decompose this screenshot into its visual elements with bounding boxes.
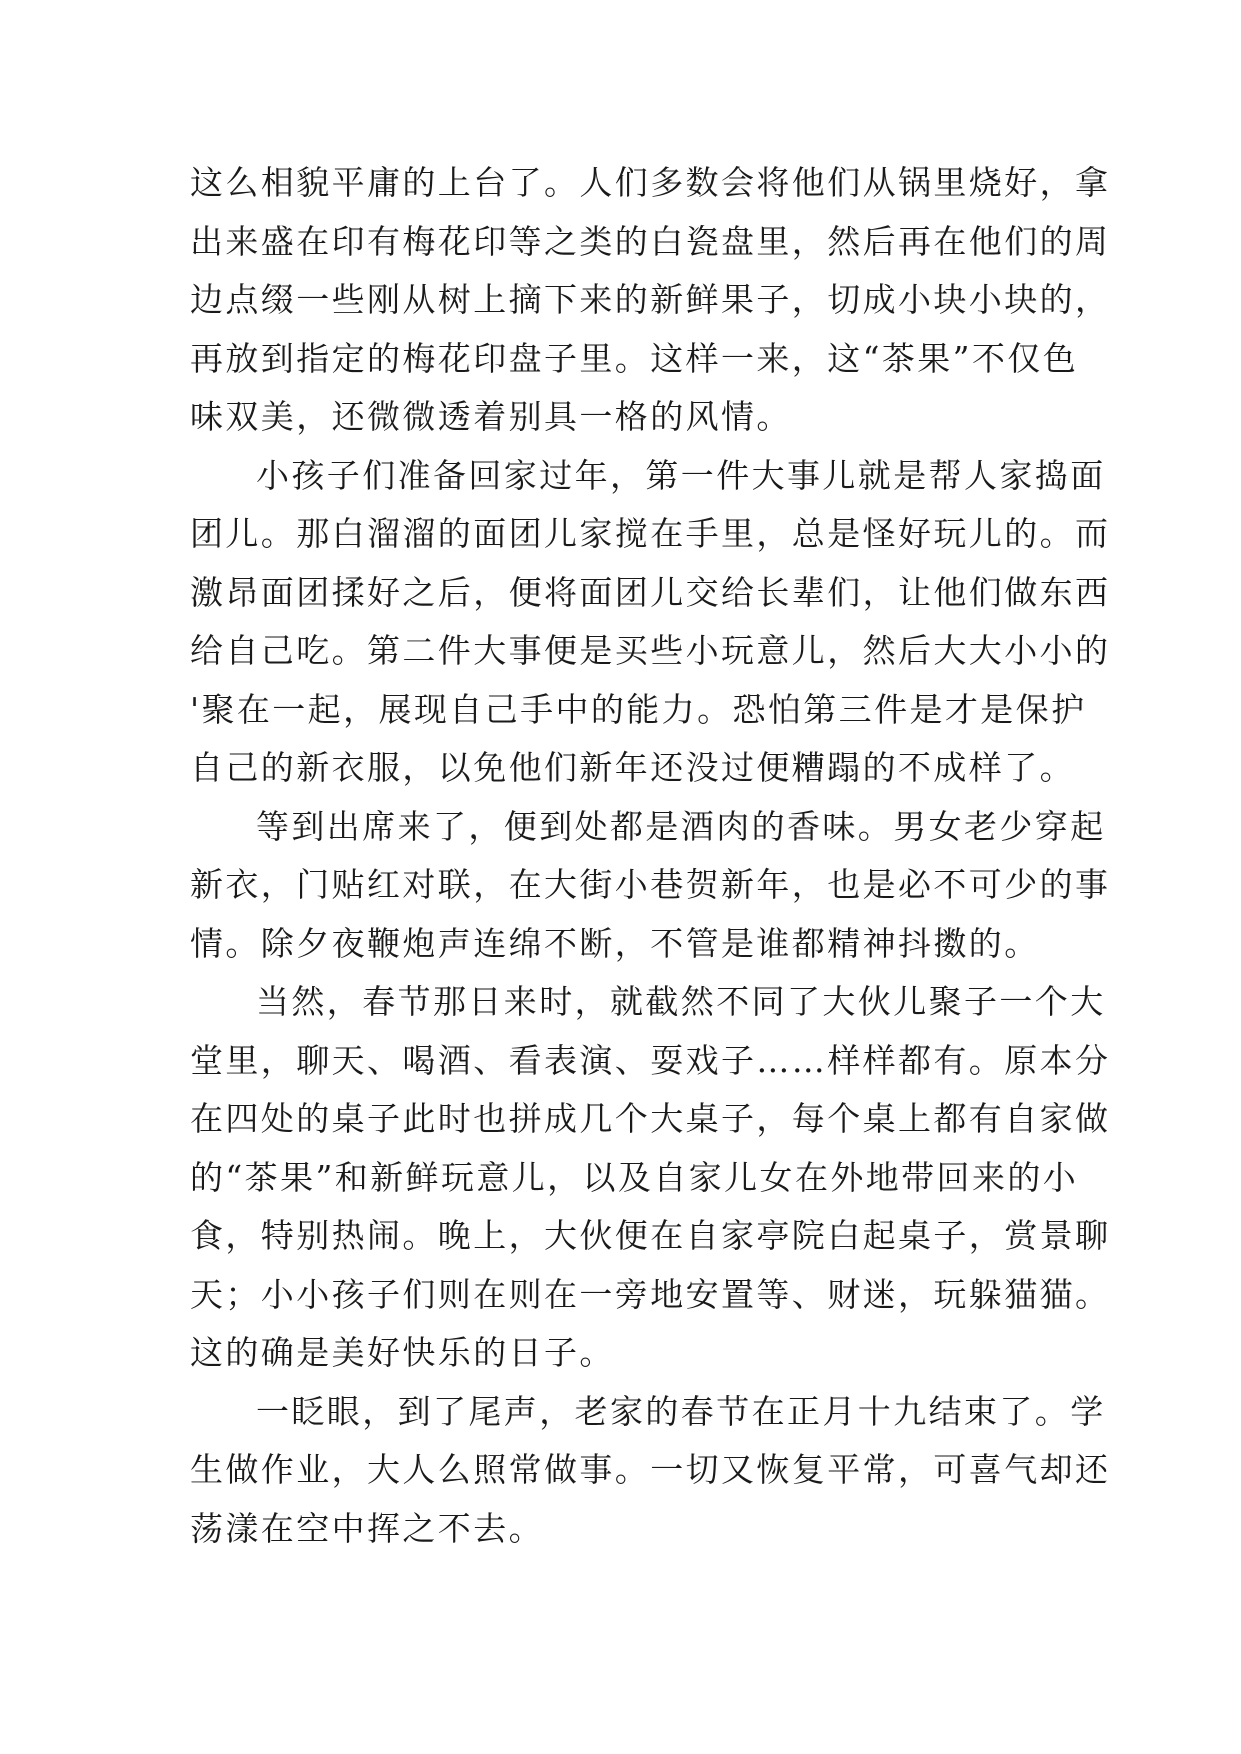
text-line: 天；小小孩子们则在则在一旁地安置等、财迷，玩躲猫猫。 bbox=[190, 1274, 1111, 1314]
text-line: 再放到指定的梅花印盘子里。这样一来，这“茶果”不仅色 bbox=[190, 338, 1079, 378]
text-line: 一眨眼，到了尾声，老家的春节在正月十九结束了。学 bbox=[256, 1391, 1106, 1431]
text-line: 团儿。那白溜溜的面团儿家搅在手里，总是怪好玩儿的。而 bbox=[190, 514, 1111, 553]
text-line: 生做作业，大人么照常做事。一切又恢复平常，可喜气却还 bbox=[190, 1450, 1111, 1489]
text-line: '聚在一起，展现自己手中的能力。恐怕第三件是才是保护 bbox=[190, 689, 1087, 729]
text-line: 的“茶果”和新鲜玩意儿，以及自家儿女在外地带回来的小 bbox=[190, 1157, 1079, 1197]
text-line: 在四处的桌子此时也拼成几个大桌子，每个桌上都有自家做 bbox=[190, 1099, 1111, 1138]
text-line: 荡漾在空中挥之不去。 bbox=[190, 1508, 544, 1548]
text-line: 当然，春节那日来时，就截然不同了大伙儿聚子一个大 bbox=[256, 982, 1106, 1021]
text-line: 出来盛在印有梅花印等之类的白瓷盘里，然后再在他们的周 bbox=[190, 221, 1111, 261]
text-line: 边点缀一些刚从树上摘下来的新鲜果子，切成小块小块的， bbox=[190, 280, 1111, 319]
text-line: 自己的新衣服，以免他们新年还没过便糟蹋的不成样了。 bbox=[190, 748, 1075, 787]
text-line: 食，特别热闹。晚上，大伙便在自家亭院白起桌子，赏景聊 bbox=[190, 1216, 1111, 1255]
body-text bbox=[190, 154, 1111, 1558]
text-line: 味双美，还微微透着别具一格的风情。 bbox=[190, 397, 792, 436]
text-line: 激昂面团揉好之后，便将面团儿交给长辈们，让他们做东西 bbox=[190, 572, 1111, 612]
text-line: 堂里，聊天、喝酒、看表演、耍戏子……样样都有。原本分 bbox=[190, 1040, 1111, 1080]
text-line: 等到出席来了，便到处都是酒肉的香味。男女老少穿起 bbox=[256, 806, 1106, 846]
text-line: 新衣，门贴红对联，在大街小巷贺新年，也是必不可少的事 bbox=[190, 865, 1111, 904]
text-line: 这的确是美好快乐的日子。 bbox=[190, 1333, 615, 1372]
text-line: 这么相貌平庸的上台了。人们多数会将他们从锅里烧好，拿 bbox=[190, 163, 1111, 202]
text-line: 给自己吃。第二件大事便是买些小玩意儿，然后大大小小的 bbox=[190, 631, 1111, 670]
text-line: 情。除夕夜鞭炮声连绵不断，不管是谁都精神抖擞的。 bbox=[190, 923, 1040, 963]
text-line: 小孩子们准备回家过年，第一件大事儿就是帮人家捣面 bbox=[256, 455, 1106, 495]
